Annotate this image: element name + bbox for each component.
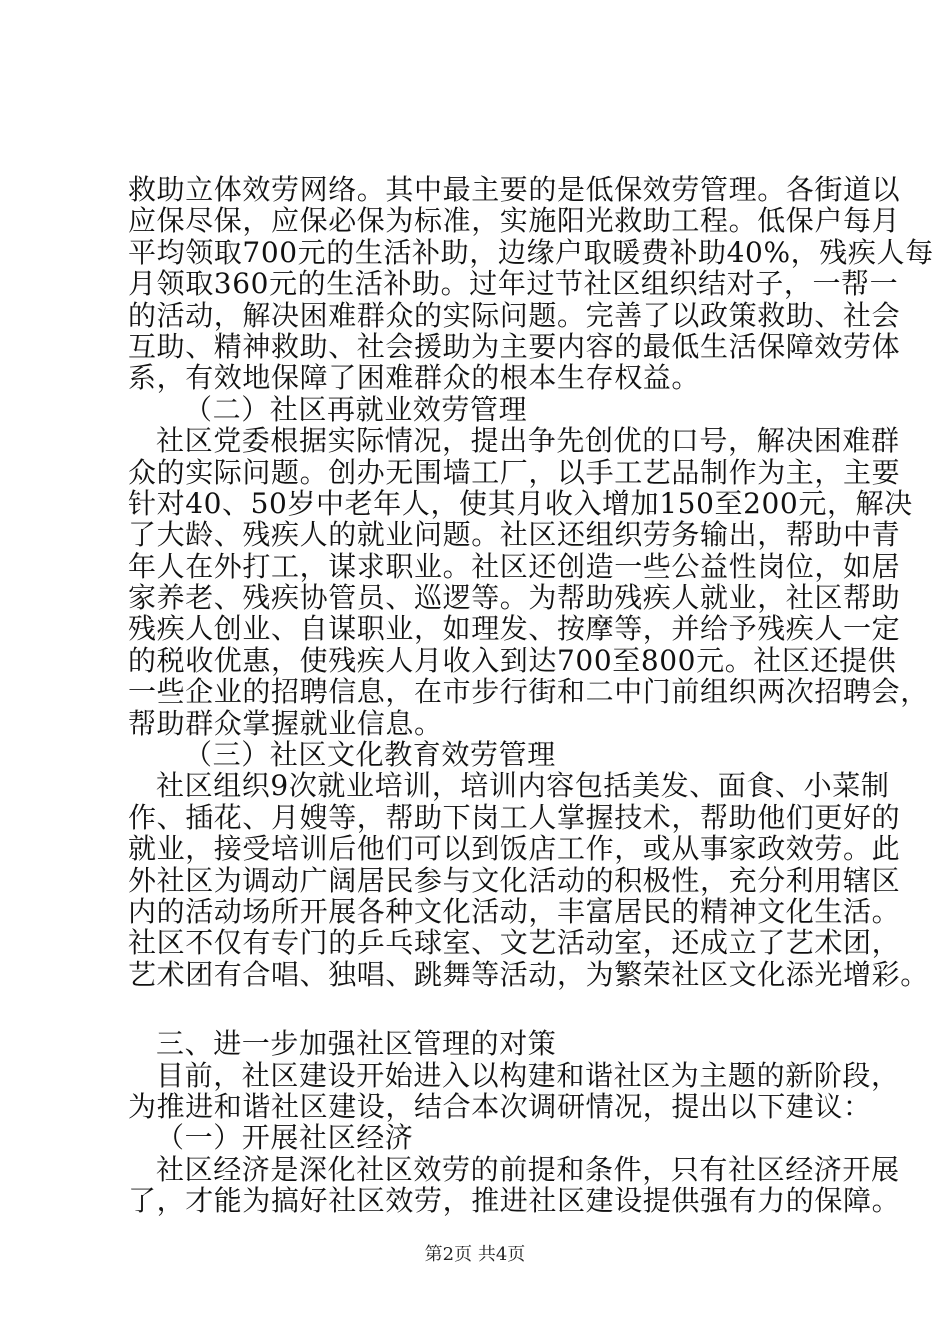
paragraph-line: 家养老、残疾协管员、巡逻等。为帮助残疾人就业，社区帮助: [128, 581, 901, 615]
section-heading: （二）社区再就业效劳管理: [184, 392, 528, 426]
paragraph-gap: [128, 990, 850, 1028]
paragraph-line: 内的活动场所开展各种文化活动，丰富居民的精神文化生活。: [128, 894, 901, 928]
paragraph-line: 艺术团有合唱、独唱、跳舞等活动，为繁荣社区文化添光增彩。: [128, 957, 929, 991]
paragraph-line: 目前，社区建设开始进入以构建和谐社区为主题的新阶段，: [156, 1058, 900, 1092]
section-heading: （一）开展社区经济: [156, 1121, 414, 1155]
paragraph-line: 年人在外打工，谋求职业。社区还创造一些公益性岗位，如居: [128, 549, 901, 583]
paragraph-line: 为推进和谐社区建设，结合本次调研情况，提出以下建议：: [128, 1089, 872, 1123]
paragraph-line: 众的实际问题。创办无围墙工厂，以手工艺品制作为主，主要: [128, 455, 901, 489]
paragraph-line: 了大龄、残疾人的就业问题。社区还组织劳务输出，帮助中青: [128, 518, 901, 552]
paragraph-line: 作、插花、月嫂等，帮助下岗工人掌握技术，帮助他们更好的: [128, 800, 901, 834]
paragraph-line: 互助、精神救助、社会援助为主要内容的最低生活保障效劳体: [128, 329, 901, 363]
paragraph-line: 社区不仅有专门的乒乓球室、文艺活动室，还成立了艺术团，: [128, 926, 901, 960]
paragraph-line: 社区党委根据实际情况，提出争先创优的口号，解决困难群: [156, 424, 900, 458]
paragraph-line: 社区组织9次就业培训，培训内容包括美发、面食、小菜制: [156, 769, 890, 803]
paragraph-line: 就业，接受培训后他们可以到饭店工作，或从事家政效劳。此: [128, 832, 901, 866]
document-body: [128, 173, 934, 1218]
paragraph-line: 了，才能为搞好社区效劳，推进社区建设提供强有力的保障。: [128, 1184, 901, 1218]
paragraph-line: 针对40、50岁中老年人，使其月收入增加150至200元，解决: [128, 486, 913, 520]
paragraph-line: 应保尽保，应保必保为标准，实施阳光救助工程。低保户每月: [128, 204, 901, 238]
paragraph-line: 的税收优惠，使残疾人月收入到达700至800元。社区还提供: [128, 643, 897, 677]
paragraph-line: 的活动，解决困难群众的实际问题。完善了以政策救助、社会: [128, 298, 901, 332]
paragraph-line: 一些企业的招聘信息，在市步行街和二中门前组织两次招聘会，: [128, 675, 929, 709]
paragraph-line: 社区经济是深化社区效劳的前提和条件，只有社区经济开展: [156, 1152, 900, 1186]
paragraph-line: 外社区为调动广阔居民参与文化活动的积极性，充分利用辖区: [128, 863, 901, 897]
paragraph-line: 月领取360元的生活补助。过年过节社区组织结对子，一帮一: [128, 267, 899, 301]
paragraph-line: 救助立体效劳网络。其中最主要的是低保效劳管理。各街道以: [128, 173, 901, 206]
paragraph-line: 平均领取700元的生活补助，边缘户取暖费补助40%，残疾人每: [128, 235, 934, 269]
section-heading: （三）社区文化教育效劳管理: [184, 738, 556, 772]
paragraph-line: 系，有效地保障了困难群众的根本生存权益。: [128, 361, 701, 395]
paragraph-line: 帮助群众掌握就业信息。: [128, 706, 443, 740]
paragraph-line: 残疾人创业、自谋职业，如理发、按摩等，并给予残疾人一定: [128, 612, 901, 646]
chapter-heading: 三、进一步加强社区管理的对策: [156, 1027, 557, 1061]
page-number-footer: 第2页 共4页: [424, 1244, 526, 1265]
